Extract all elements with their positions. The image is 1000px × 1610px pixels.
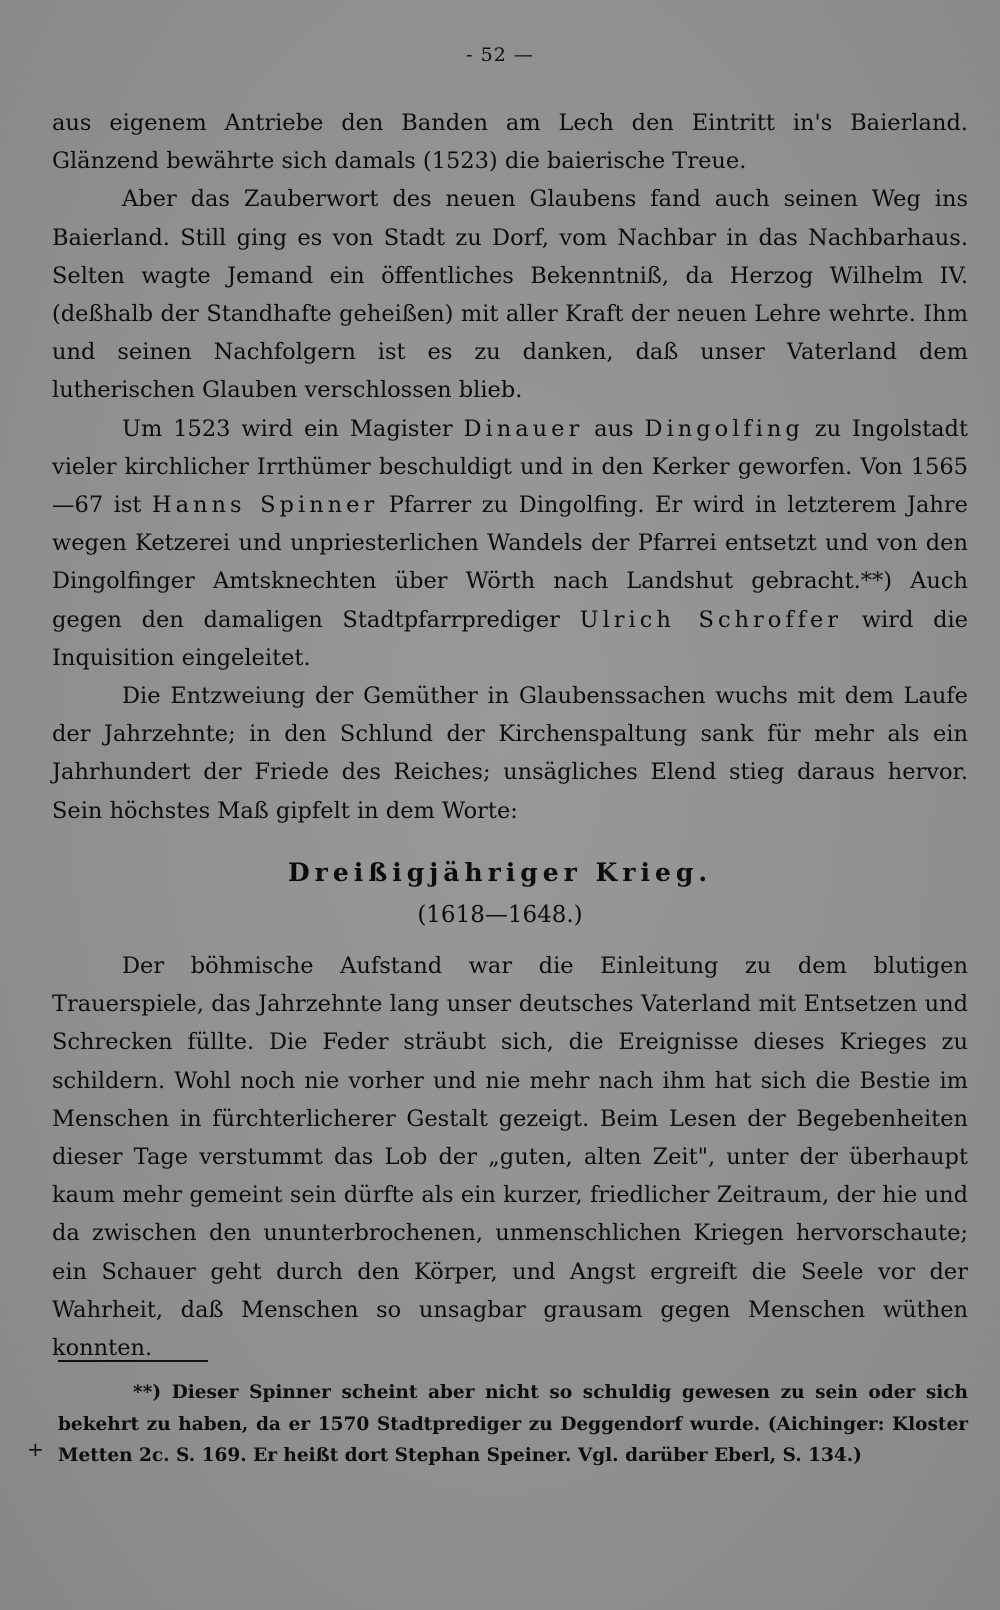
- paragraph-entzweiung: Die Entzweiung der Gemüther in Glaubenssachen wuchs mit dem Laufe der Jahrzehnte; in den Schlund der Kirchenspaltung sank für mehr als ein Jahrhundert der Friede des Reiches; unsägliches Elend stieg daraus hervor. Sein höchstes Maß gipfelt in dem Worte:: [52, 683, 968, 824]
- footnote-text: **) Dieser Spinner scheint aber nicht so schuldig gewesen zu sein oder sich bekehrt zu haben, da er 1570 Stadtprediger zu Deggendorf wurde. (Aichinger: Kloster Metten 2c. S. 169. Er heißt dort Stephan Speiner. Vgl. darüber Eberl, S. 134.): [58, 1382, 968, 1466]
- paragraph-continuation: aus eigenem Antriebe den Banden am Lech den Eintritt in's Baierland. Glänzend bewährte sich damals (1523) die baierische Treue.: [52, 110, 968, 175]
- name-dinauer: Dinauer: [463, 415, 584, 442]
- paragraph-aufstand: Der böhmische Aufstand war die Einleitung zu dem blutigen Trauerspiele, das Jahrzehnte lang unser deutsches Vaterland mit Entsetzen und Schrecken füllte. Die Feder sträubt sich, die Ereignisse dieses Krieges zu schildern. Wohl noch nie vorher und nie mehr nach ihm hat sich die Bestie im Menschen in fürchterlicherer Gestalt gezeigt. Beim Lesen der Begebenheiten dieser Tage verstummt das Lob der „guten, alten Zeit", unter der überhaupt kaum mehr gemeint sein dürfte als ein kurzer, friedlicher Zeitraum, der hie und da zwischen den ununterbrochenen, unmenschlichen Kriegen hervorschaute; ein Schauer geht durch den Körper, und Angst ergreift die Seele vor der Wahrheit, daß Menschen so unsagbar grausam gegen Menschen wüthen konnten.: [52, 953, 968, 1362]
- main-text: [52, 104, 968, 830]
- paragraph-glaubens: Aber das Zauberwort des neuen Glaubens fand auch seinen Weg ins Baierland. Still ging es von Stadt zu Dorf, vom Nachbar in das Nachbarhaus. Selten wagte Jemand ein öffentliches Bekenntniß, da Herzog Wilhelm IV. (deßhalb der Standhafte geheißen) mit aller Kraft der neuen Lehre wehrte. Ihm und seinen Nachfolgern ist es zu danken, daß unser Vaterland dem lutherischen Glauben verschlossen blieb.: [52, 186, 968, 404]
- text-segment: Um 1523 wird ein Magister: [122, 415, 464, 442]
- text-segment: zu Ingolstadt vieler kirchlicher Irrthümer beschuldigt und in den Kerker geworfen. Von 1565—67 ist: [52, 415, 968, 519]
- footnote-divider: [58, 1360, 208, 1362]
- text-segment: wird die Inquisition eingeleitet.: [52, 606, 968, 671]
- name-hanns-spinner: Hanns Spinner: [152, 492, 379, 519]
- paragraph-dinauer: [52, 410, 968, 677]
- text-segment: Pfarrer zu Dingolfing. Er wird in letzterem Jahre wegen Ketzerei und unpriesterlichen Wandels der Pfarrei entsetzt und von den Dingolfinger Amtsknechten über Wörth nach Landshut gebracht.**) Auch gegen den damaligen Stadtpfarrprediger: [52, 492, 968, 633]
- place-dingolfing: Dingolfing: [644, 415, 804, 442]
- name-ulrich-schroffer: Ulrich Schroffer: [579, 606, 843, 633]
- page-number: - 52 —: [466, 44, 534, 66]
- footnote: [58, 1377, 968, 1472]
- section-dates: (1618—1648.): [417, 902, 583, 928]
- section-text: [52, 947, 968, 1367]
- margin-mark: +: [27, 1437, 44, 1461]
- section-heading: Dreißigjähriger Krieg.: [287, 858, 713, 887]
- text-segment: aus: [583, 415, 645, 442]
